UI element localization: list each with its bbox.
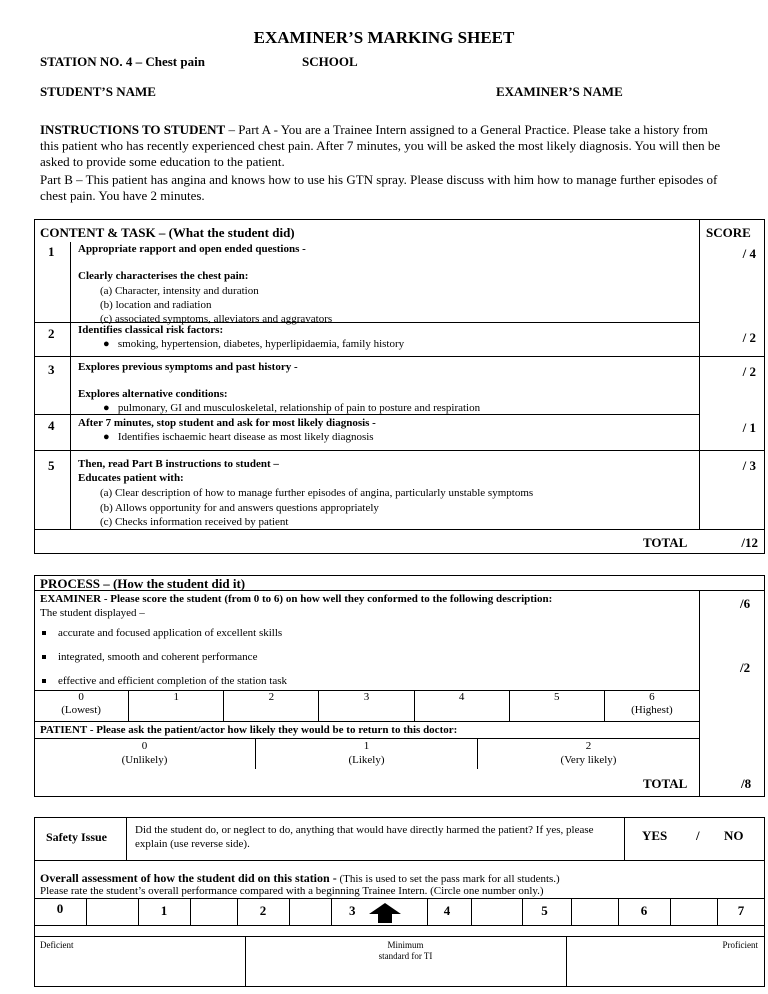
rating-0[interactable]: 0 bbox=[56, 901, 64, 916]
examiner-name-label: EXAMINER’S NAME bbox=[496, 84, 623, 99]
item-score: / 1 bbox=[742, 420, 756, 435]
scale-cell[interactable] bbox=[605, 691, 699, 721]
square-bullet-icon bbox=[42, 631, 46, 635]
item-subtitle: Clearly characterises the chest pain: bbox=[78, 270, 249, 282]
bullet-text: effective and efficient completion of the station task bbox=[58, 675, 287, 687]
list-item: (b) location and radiation bbox=[100, 299, 212, 311]
list-item: (a) Clear description of how to manage further episodes of angina, particularly unstable symptoms bbox=[100, 487, 534, 499]
cell-divider bbox=[289, 898, 290, 925]
scale-number: 4 bbox=[458, 691, 465, 703]
list-item bbox=[42, 675, 287, 687]
cell-divider bbox=[126, 817, 127, 860]
item-subtitle: Educates patient with: bbox=[78, 472, 184, 484]
cell-divider bbox=[670, 898, 671, 925]
cell-divider bbox=[624, 817, 625, 860]
scale-label: (Unlikely) bbox=[121, 754, 168, 766]
item-score: / 3 bbox=[742, 458, 756, 473]
number-column-divider bbox=[70, 242, 71, 530]
item-title: After 7 minutes, stop student and ask for most likely diagnosis - bbox=[78, 417, 376, 429]
bullet-text: pulmonary, GI and musculoskeletal, relationship of pain to posture and respiration bbox=[117, 402, 481, 414]
scale-number: 3 bbox=[363, 691, 370, 703]
scale-number: 1 bbox=[363, 740, 370, 752]
safety-label: Safety Issue bbox=[46, 830, 108, 844]
page-title: EXAMINER’S MARKING SHEET bbox=[253, 28, 515, 47]
row-divider bbox=[34, 936, 765, 937]
bullet-text: smoking, hypertension, diabetes, hyperlipidaemia, family history bbox=[117, 338, 405, 350]
row-divider bbox=[34, 721, 699, 722]
row-divider bbox=[34, 414, 699, 415]
item-score: / 4 bbox=[742, 246, 756, 261]
item-title: Appropriate rapport and open ended questions - bbox=[78, 243, 306, 255]
scale-number: 5 bbox=[554, 691, 560, 703]
scale-cell[interactable] bbox=[510, 691, 605, 721]
yes-option[interactable]: YES bbox=[642, 828, 668, 843]
scale-cell[interactable] bbox=[34, 739, 256, 769]
patient-scale bbox=[34, 739, 699, 769]
item-subtitle: Explores alternative conditions: bbox=[78, 388, 228, 400]
list-item: (c) associated symptoms, alleviators and aggravators bbox=[100, 313, 333, 325]
item-number: 3 bbox=[48, 362, 55, 377]
up-arrow-icon bbox=[368, 902, 402, 924]
instructions-label: INSTRUCTIONS TO STUDENT bbox=[40, 122, 226, 137]
row-divider bbox=[34, 450, 765, 451]
scale-cell[interactable] bbox=[319, 691, 414, 721]
process-heading: PROCESS – (How the student did it) bbox=[40, 576, 246, 591]
content-heading: CONTENT & TASK – (What the student did) bbox=[40, 225, 295, 240]
minimum-standard-label bbox=[245, 940, 566, 962]
process-total-label: TOTAL bbox=[643, 776, 688, 791]
scale-label: (Highest) bbox=[631, 704, 673, 716]
item-number: 2 bbox=[48, 326, 55, 341]
scale-number: 2 bbox=[268, 691, 275, 703]
scale-label: (Very likely) bbox=[560, 754, 617, 766]
deficient-label: Deficient bbox=[40, 940, 74, 950]
instructions-part-a-text: – Part A - You are a Trainee Intern assigned to a General Practice. Please take a history from this patient who has recently experienced chest pain. After 7 minutes, you will be asked the most likely diagnosis. You will then be asked to provide some education to the patient. bbox=[40, 122, 721, 169]
minimum-label: Minimum bbox=[387, 940, 424, 950]
scale-number: 1 bbox=[173, 691, 179, 703]
item-number: 5 bbox=[48, 458, 55, 473]
scale-cell[interactable] bbox=[415, 691, 510, 721]
row-divider bbox=[34, 860, 765, 861]
list-item: (c) Checks information received by patient bbox=[100, 516, 289, 528]
content-total-score: /12 bbox=[741, 535, 758, 550]
overall-heading bbox=[40, 871, 560, 886]
process-total-score: /8 bbox=[741, 776, 752, 791]
safety-question: Did the student do, or neglect to do, anything that would have directly harmed the patient? If yes, please explain (use reverse side). bbox=[135, 824, 594, 850]
yes-no-separator: / bbox=[696, 828, 700, 843]
process-score-6: /6 bbox=[740, 596, 751, 611]
no-option[interactable]: NO bbox=[724, 828, 744, 843]
list-item: (a) Character, intensity and duration bbox=[100, 285, 259, 297]
scale-label: (Lowest) bbox=[61, 704, 101, 716]
item-sublist bbox=[100, 486, 533, 530]
proficient-label: Proficient bbox=[722, 940, 758, 950]
school-label: SCHOOL bbox=[302, 54, 358, 69]
square-bullet-icon bbox=[42, 655, 46, 659]
rating-6[interactable]: 6 bbox=[640, 903, 648, 918]
scale-number: 0 bbox=[78, 691, 84, 703]
instructions-part-b: Part B – This patient has angina and knows how to use his GTN spray. Please discuss with him how to manage further episodes of chest pain. You have 2 minutes. bbox=[40, 172, 718, 203]
patient-instruction: PATIENT - Please ask the patient/actor how likely they would be to return to this doctor: bbox=[40, 724, 458, 736]
list-item bbox=[42, 627, 282, 639]
row-divider bbox=[34, 925, 765, 926]
rating-1[interactable]: 1 bbox=[160, 903, 168, 918]
student-name-label: STUDENT’S NAME bbox=[40, 84, 156, 99]
rating-2[interactable]: 2 bbox=[259, 903, 267, 918]
scale-number: 0 bbox=[141, 740, 148, 752]
list-item bbox=[42, 651, 257, 663]
square-bullet-icon bbox=[42, 679, 46, 683]
overall-rating-row bbox=[34, 898, 765, 925]
instructions-part-a bbox=[40, 122, 728, 170]
rating-5[interactable]: 5 bbox=[541, 903, 548, 918]
overall-heading-note: (This is used to set the pass mark for all students.) bbox=[336, 873, 560, 885]
item-title: Then, read Part B instructions to student – bbox=[78, 458, 279, 470]
bullet-text: integrated, smooth and coherent performance bbox=[58, 651, 258, 663]
row-divider bbox=[34, 356, 765, 357]
cell-divider bbox=[190, 898, 191, 925]
bullet-text: Identifies ischaemic heart disease as most likely diagnosis bbox=[117, 431, 374, 443]
scale-number: 6 bbox=[649, 691, 655, 703]
item-title: Identifies classical risk factors: bbox=[78, 324, 224, 336]
content-total-label: TOTAL bbox=[643, 535, 688, 550]
examiner-instruction: EXAMINER - Please score the student (from 0 to 6) on how well they conformed to the following description: bbox=[40, 593, 553, 605]
list-item: ● pulmonary, GI and musculoskeletal, relationship of pain to posture and respiration bbox=[103, 402, 481, 414]
score-column-divider bbox=[699, 219, 700, 530]
score-heading: SCORE bbox=[706, 225, 751, 240]
cell-divider bbox=[571, 898, 572, 925]
bullet-text: accurate and focused application of excellent skills bbox=[58, 627, 283, 639]
overall-instruction: Please rate the student’s overall performance compared with a beginning Trainee Intern. (Circle one number only.) bbox=[40, 885, 544, 897]
scale-label: (Likely) bbox=[348, 754, 385, 766]
cell-divider bbox=[86, 898, 87, 925]
item-sublist bbox=[100, 284, 332, 326]
item-number: 1 bbox=[48, 244, 55, 259]
scale-number: 2 bbox=[585, 740, 592, 752]
minimum-label-2: standard for TI bbox=[378, 951, 433, 961]
process-score-2: /2 bbox=[740, 660, 751, 675]
list-item: ● Identifies ischaemic heart disease as most likely diagnosis bbox=[103, 431, 374, 443]
item-score: / 2 bbox=[742, 364, 756, 379]
station-label: STATION NO. 4 – Chest pain bbox=[40, 54, 205, 69]
student-displayed: The student displayed – bbox=[40, 607, 145, 619]
score-column-divider bbox=[699, 590, 700, 797]
scale-cell[interactable] bbox=[478, 739, 699, 769]
item-title: Explores previous symptoms and past history - bbox=[78, 361, 298, 373]
scale-cell[interactable] bbox=[256, 739, 478, 769]
scale-cell[interactable] bbox=[34, 691, 129, 721]
rating-3[interactable]: 3 bbox=[349, 903, 356, 918]
cell-divider bbox=[471, 898, 472, 925]
list-item: (b) Allows opportunity for and answers questions appropriately bbox=[100, 501, 379, 514]
item-number: 4 bbox=[48, 418, 55, 433]
item-score: / 2 bbox=[742, 330, 756, 345]
scale-cell[interactable] bbox=[129, 691, 224, 721]
overall-heading-text: Overall assessment of how the student did on this station - bbox=[40, 871, 337, 885]
rating-7[interactable]: 7 bbox=[737, 903, 745, 918]
scale-cell[interactable] bbox=[224, 691, 319, 721]
list-item: ● smoking, hypertension, diabetes, hyperlipidaemia, family history bbox=[103, 338, 405, 350]
cell-divider bbox=[331, 898, 332, 925]
examiner-scale bbox=[34, 691, 699, 721]
rating-4[interactable]: 4 bbox=[443, 903, 451, 918]
